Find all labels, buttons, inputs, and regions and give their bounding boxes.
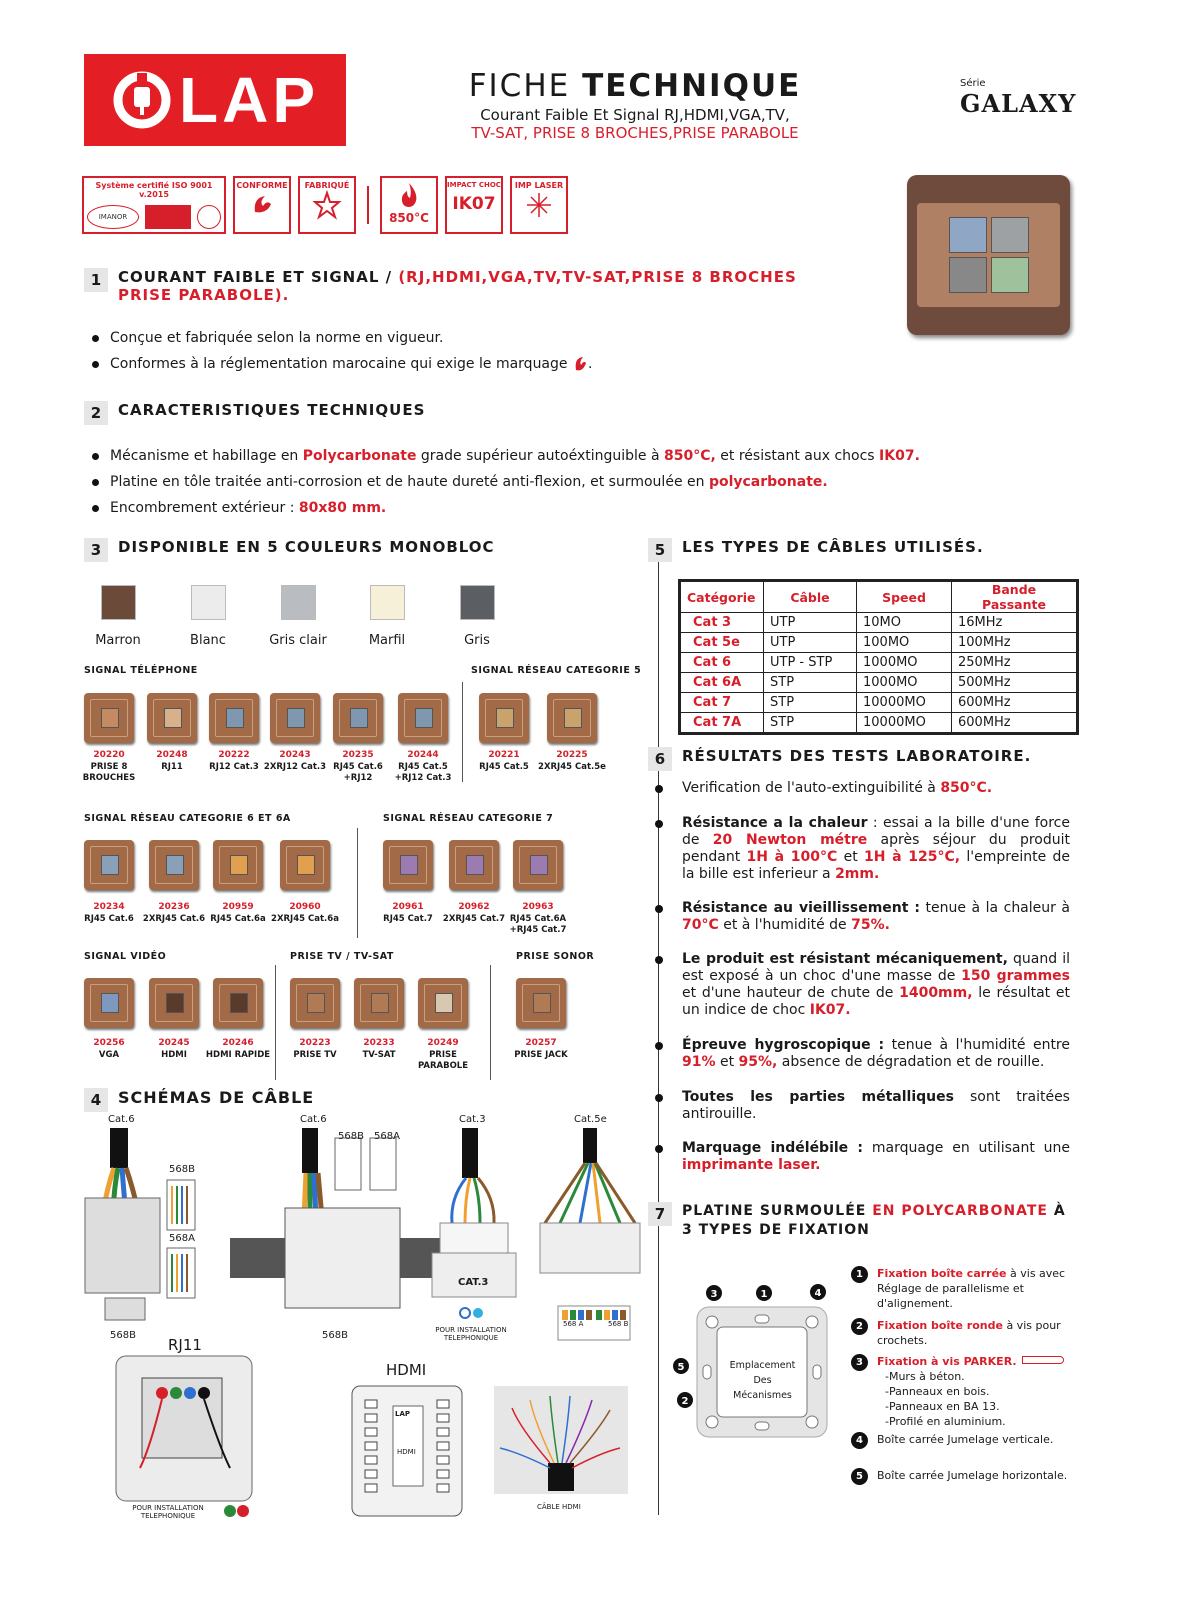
- fixation-item: Boîte carrée Jumelage verticale.: [877, 1433, 1054, 1446]
- standard-label: 568B: [110, 1330, 136, 1341]
- product-code: 20222: [218, 750, 250, 760]
- section-number: 4: [84, 1088, 108, 1112]
- socket-icon: [307, 993, 325, 1013]
- standard-label: 568B: [338, 1131, 364, 1142]
- group-divider: [462, 682, 463, 782]
- parker-surface: -Panneaux en BA 13.: [885, 1400, 1000, 1413]
- standard-label: 568A: [374, 1131, 400, 1142]
- product-code: 20245: [158, 1038, 190, 1048]
- bullet-dot: [655, 956, 663, 964]
- group-label-video: SIGNAL VIDÉO: [84, 951, 167, 962]
- product-row3-5: [418, 978, 468, 1028]
- fixation-number: 2: [851, 1318, 868, 1335]
- section-4-heading: [84, 1088, 314, 1112]
- hdmi-cable-diagram: [494, 1386, 628, 1494]
- serie-brand: [960, 78, 1076, 118]
- table-row: [681, 653, 1077, 673]
- product-row1-3: [270, 693, 320, 743]
- table-cell: Cat 6A: [681, 673, 764, 693]
- table-cell: STP: [764, 673, 857, 693]
- cert-seal-icon: [197, 205, 221, 229]
- product-code: 20960: [289, 902, 321, 912]
- cable-types-table: [678, 579, 1079, 735]
- socket-icon: [564, 708, 582, 728]
- product-code: 20962: [458, 902, 490, 912]
- title-light: FICHE: [468, 68, 571, 104]
- product-row3-6: [516, 978, 566, 1028]
- socket-icon: [166, 855, 184, 875]
- table-cell: 100MO: [857, 633, 952, 653]
- fixation-number: 1: [851, 1266, 868, 1283]
- product-name: VGA: [98, 1050, 120, 1060]
- laser-label: IMP LASER: [514, 181, 564, 190]
- section-6-heading: [648, 747, 1031, 771]
- table-cell: 10000MO: [857, 713, 952, 733]
- serie-label: Série: [960, 78, 986, 89]
- product-row2-1: [149, 840, 199, 890]
- product-row1-4: [333, 693, 383, 743]
- socket-icon: [466, 855, 484, 875]
- fixation-number: 3: [851, 1354, 868, 1371]
- group-divider: [275, 965, 276, 1080]
- product-code: 20235: [342, 750, 374, 760]
- bullet-dot: [655, 785, 663, 793]
- bullet-item: Conçue et fabriquée selon la norme en vigueur.: [86, 325, 686, 351]
- bullet-dot: [655, 820, 663, 828]
- section-title: DISPONIBLE EN 5 COULEURS MONOBLOC: [118, 538, 495, 556]
- cable-schematics-diagram: [80, 1128, 650, 1528]
- product-name: RJ45 Cat.6 +RJ12: [333, 762, 383, 783]
- product-name: RJ45 Cat.5: [479, 762, 529, 772]
- cat3-box-label: CAT.3: [458, 1277, 489, 1288]
- section-3-heading: [84, 538, 495, 562]
- section-1-bullets: [86, 325, 686, 377]
- table-row: [681, 633, 1077, 653]
- conformity-mark-icon: [572, 354, 588, 374]
- product-code: 20233: [363, 1038, 395, 1048]
- fixation-item: Fixation à vis PARKER. -Murs à béton. -Panneaux en bois. -Panneaux en BA 13. -Profilé en aluminium.: [877, 1354, 1072, 1429]
- result-item: Marquage indélébile : marquage en utilisant une imprimante laser.: [682, 1140, 1070, 1173]
- install-label-2: POUR INSTALLATION TELEPHONIQUE: [132, 1504, 204, 1520]
- fixation-number: 4: [851, 1432, 868, 1449]
- table-cell: 100MHz: [952, 633, 1077, 653]
- table-row: [681, 693, 1077, 713]
- table-header: Speed: [857, 582, 952, 613]
- flame-icon: [396, 181, 422, 209]
- socket-icon: [400, 855, 418, 875]
- table-cell: 600MHz: [952, 713, 1077, 733]
- group-label-sonor: PRISE SONOR: [516, 951, 595, 962]
- product-code: 20963: [522, 902, 554, 912]
- install-label: POUR INSTALLATION TELEPHONIQUE: [435, 1326, 507, 1342]
- product-name: 2XRJ45 Cat.6: [142, 914, 206, 924]
- conforme-label: CONFORME: [236, 181, 288, 190]
- product-name: TV-SAT: [362, 1050, 396, 1060]
- color-swatch-label: Blanc: [190, 633, 226, 648]
- bullet-dot: [655, 1042, 663, 1050]
- product-name: PRISE TV: [293, 1050, 337, 1060]
- brand-logo: [84, 54, 346, 146]
- hdmi-cable-label: CÂBLE HDMI: [537, 1503, 581, 1511]
- color-swatch-label: Gris clair: [269, 633, 327, 648]
- table-cell: UTP: [764, 633, 857, 653]
- product-row3-2: [213, 978, 263, 1028]
- table-cell: 10000MO: [857, 693, 952, 713]
- product-name: RJ11: [161, 762, 183, 772]
- section-title: CARACTERISTIQUES TECHNIQUES: [118, 401, 426, 419]
- laser-icon: [524, 190, 554, 220]
- socket-icon: [226, 708, 244, 728]
- socket-icon: [530, 855, 548, 875]
- group-label-cat5: SIGNAL RÉSEAU CATEGORIE 5: [471, 665, 642, 676]
- product-code: 20220: [93, 750, 125, 760]
- cat6-keystone-diagram: [85, 1128, 195, 1320]
- product-code: 20959: [222, 902, 254, 912]
- fabrique-label: FABRIQUÉ: [304, 181, 350, 190]
- product-name: RJ45 Cat.7: [383, 914, 433, 924]
- product-code: 20236: [158, 902, 190, 912]
- title-bold: TECHNIQUE: [582, 68, 802, 104]
- result-item: Résistance au vieillissement : tenue à la chaleur à 70°C et à l'humidité de 75%.: [682, 900, 1070, 933]
- bullet-dot: [655, 1145, 663, 1153]
- badge-divider: [367, 186, 369, 224]
- svg-text:2: 2: [681, 1396, 689, 1407]
- table-cell: 600MHz: [952, 693, 1077, 713]
- fixation-item: Fixation boîte ronde à vis pour crochets.: [877, 1319, 1061, 1347]
- section-title: SCHÉMAS DE CÂBLE: [118, 1088, 315, 1107]
- hdmi-box-label: HDMI: [397, 1448, 416, 1456]
- result-item: Verification de l'auto-extinguibilité à 850°C.: [682, 780, 993, 796]
- bullet-item: Encombrement extérieur : 80x80 mm.: [86, 495, 1076, 521]
- product-name: HDMI: [161, 1050, 187, 1060]
- section-number: 1: [84, 268, 108, 292]
- result-item: Toutes les parties métalliques sont traitées antirouille.: [682, 1089, 1070, 1122]
- hdmi-logo-label: LAP: [395, 1410, 411, 1418]
- product-row3-4: [354, 978, 404, 1028]
- section-number: 3: [84, 538, 108, 562]
- table-cell: 10MO: [857, 613, 952, 633]
- socket-icon: [164, 708, 182, 728]
- temperature-badge: [380, 176, 438, 234]
- fixation-number: 5: [851, 1468, 868, 1485]
- product-row1-2: [209, 693, 259, 743]
- table-row: [681, 673, 1077, 693]
- table-cell: Cat 7A: [681, 713, 764, 733]
- section-2-heading: [84, 401, 425, 425]
- cable-label: Cat.5e: [574, 1114, 607, 1125]
- iso-label: Système certifié ISO 9001 v.2015: [95, 181, 213, 199]
- section-number: 2: [84, 401, 108, 425]
- product-code: 20223: [299, 1038, 331, 1048]
- product-code: 20961: [392, 902, 424, 912]
- mechanism-area-label: Emplacement Des Mécanismes: [729, 1360, 796, 1401]
- product-photo: [907, 175, 1070, 335]
- rj11-label: RJ11: [168, 1336, 202, 1354]
- product-row2-6: [513, 840, 563, 890]
- impact-value: IK07: [452, 194, 496, 214]
- socket-icon: [297, 855, 315, 875]
- table-cell: STP: [764, 713, 857, 733]
- product-name: RJ45 Cat.6: [84, 914, 134, 924]
- table-header: Catégorie: [681, 582, 764, 613]
- section-1-heading: [84, 268, 824, 304]
- product-code: 20221: [488, 750, 520, 760]
- section-number: 6: [648, 747, 672, 771]
- impact-badge: [445, 176, 503, 234]
- color-swatch-1: [191, 585, 226, 620]
- result-item: Le produit est résistant mécaniquement, quand il est exposé à un choc d'une masse de 150 grammes et d'une hauteur de chute de 1400mm, le résultat et un indice de choc IK07.: [682, 951, 1071, 1018]
- table-cell: STP: [764, 693, 857, 713]
- product-name: PRISE JACK: [514, 1050, 568, 1060]
- product-row1-1: [147, 693, 197, 743]
- section-7-heading: 7 PLATINE SURMOULÉE EN POLYCARBONATE À 3 TYPES DE FIXATION: [648, 1202, 1078, 1240]
- table-cell: 500MHz: [952, 673, 1077, 693]
- product-name: 2XRJ12 Cat.3: [263, 762, 327, 772]
- subtitle-line1: Courant Faible Et Signal RJ,HDMI,VGA,TV,: [480, 106, 790, 124]
- parker-surface: -Murs à béton.: [885, 1370, 965, 1383]
- socket-icon: [533, 993, 551, 1013]
- product-row2-2: [213, 840, 263, 890]
- product-row3-1: [149, 978, 199, 1028]
- product-row3-0: [84, 978, 134, 1028]
- standard-label: 568A: [169, 1233, 195, 1244]
- product-name: 2XRJ45 Cat.5e: [538, 762, 606, 772]
- standard-label: 568B: [322, 1330, 348, 1341]
- temperature-value: 850°C: [389, 211, 429, 225]
- table-row: [681, 613, 1077, 633]
- iso-badge: [82, 176, 226, 234]
- box-568b-label: 568 B: [608, 1320, 629, 1328]
- conformity-mark-icon: [247, 190, 277, 220]
- product-name: PRISE PARABOLE: [417, 1050, 469, 1071]
- section-number: 5: [648, 538, 672, 562]
- svg-text:3: 3: [710, 1289, 718, 1300]
- group-label-cat6: SIGNAL RÉSEAU CATEGORIE 6 ET 6A: [84, 813, 291, 824]
- logo-text: LAP: [179, 64, 319, 136]
- cat3-diagram: [432, 1128, 516, 1318]
- socket-icon: [101, 855, 119, 875]
- document-title: [455, 68, 815, 142]
- socket-icon: [230, 855, 248, 875]
- hdmi-label: HDMI: [386, 1361, 427, 1379]
- socket-icon: [230, 993, 248, 1013]
- bullet-item: Conformes à la réglementation marocaine qui exige le marquage .: [86, 351, 686, 377]
- table-cell: Cat 5e: [681, 633, 764, 653]
- socket-icon: [101, 993, 119, 1013]
- product-name: RJ45 Cat.6a: [210, 914, 266, 924]
- section-number: 7: [648, 1202, 672, 1226]
- table-cell: 1000MO: [857, 673, 952, 693]
- rj11-plate-diagram: [116, 1356, 252, 1517]
- product-row2-3: [280, 840, 330, 890]
- product-row1-7: [547, 693, 597, 743]
- table-cell: 16MHz: [952, 613, 1077, 633]
- product-code: 20243: [279, 750, 311, 760]
- product-code: 20244: [407, 750, 439, 760]
- color-swatch-4: [460, 585, 495, 620]
- product-code: 20257: [525, 1038, 557, 1048]
- product-row1-5: [398, 693, 448, 743]
- bullet-item: Platine en tôle traitée anti-corrosion et de haute dureté anti-flexion, et surmoulée en polycarbonate.: [86, 469, 1076, 495]
- svg-text:5: 5: [677, 1362, 685, 1373]
- result-item: Épreuve hygroscopique : tenue à l'humidité entre 91% et 95%, absence de dégradation et de rouille.: [682, 1037, 1070, 1070]
- bullet-dot: [655, 905, 663, 913]
- cat5e-diagram: [540, 1128, 640, 1340]
- product-name: HDMI RAPIDE: [205, 1050, 271, 1060]
- bullet-item: Mécanisme et habillage en Polycarbonate grade supérieur autoéxtinguible à 850°C, et résistant aux chocs IK07.: [86, 443, 1076, 469]
- section-title: RÉSULTATS DES TESTS LABORATOIRE.: [682, 747, 1032, 765]
- column-divider: [658, 540, 659, 1515]
- cat6-coupler-diagram: [230, 1128, 455, 1308]
- product-code: 20256: [93, 1038, 125, 1048]
- product-row2-4: [383, 840, 433, 890]
- table-row: [681, 713, 1077, 733]
- color-swatch-label: Marron: [95, 633, 141, 648]
- product-code: 20225: [556, 750, 588, 760]
- socket-icon: [287, 708, 305, 728]
- product-name: PRISE 8 BROUCHES: [82, 762, 136, 783]
- section-title-red: (RJ,HDMI,VGA,TV,TV-SAT,PRISE 8 BROCHES PRISE PARABOLE).: [118, 268, 797, 304]
- product-row1-6: [479, 693, 529, 743]
- svg-text:1: 1: [760, 1289, 768, 1300]
- color-swatch-2: [281, 585, 316, 620]
- product-row1-0: [84, 693, 134, 743]
- section-title: LES TYPES DE CÂBLES UTILISÉS.: [682, 538, 984, 556]
- table-cell: Cat 6: [681, 653, 764, 673]
- table-cell: UTP - STP: [764, 653, 857, 673]
- table-cell: 250MHz: [952, 653, 1077, 673]
- parker-surface: -Profilé en aluminium.: [885, 1415, 1006, 1428]
- screw-icon: [1022, 1356, 1064, 1364]
- certification-mark-icon: [145, 205, 191, 229]
- table-header: Bande Passante: [952, 582, 1077, 613]
- table-header: Câble: [764, 582, 857, 613]
- product-name: 2XRJ45 Cat.6a: [271, 914, 339, 924]
- table-cell: Cat 3: [681, 613, 764, 633]
- socket-icon: [415, 708, 433, 728]
- cable-label: Cat.6: [300, 1114, 327, 1125]
- color-swatch-3: [370, 585, 405, 620]
- fixation-item: Fixation boîte carrée à vis avec Réglage de parallelisme et d'alignement.: [877, 1267, 1066, 1310]
- product-name: RJ45 Cat.6A +RJ45 Cat.7: [509, 914, 567, 935]
- result-item: Résistance a la chaleur : essai a la bille d'une force de 20 Newton métre après séjour du produit pendant 1H à 100°C et 1H à 125°C, l'empreinte de la bille est inferieur a 2mm.: [682, 815, 1070, 882]
- section-title: COURANT FAIBLE ET SIGNAL /: [118, 268, 399, 286]
- product-name: RJ45 Cat.5 +RJ12 Cat.3: [394, 762, 452, 783]
- product-code: 20246: [222, 1038, 254, 1048]
- plug-icon: [111, 69, 173, 131]
- subtitle-line2: TV-SAT, PRISE 8 BROCHES,PRISE PARABOLE: [471, 124, 799, 142]
- table-cell: 1000MO: [857, 653, 952, 673]
- serie-name: GALAXY: [960, 89, 1077, 118]
- product-code: 20249: [427, 1038, 459, 1048]
- socket-icon: [371, 993, 389, 1013]
- table-cell: Cat 7: [681, 693, 764, 713]
- product-row2-5: [449, 840, 499, 890]
- socket-icon: [350, 708, 368, 728]
- color-swatch-label: Gris: [464, 633, 490, 648]
- section-5-heading: [648, 538, 984, 562]
- parker-surface: -Panneaux en bois.: [885, 1385, 990, 1398]
- box-568a-label: 568 A: [563, 1320, 584, 1328]
- cable-label: Cat.3: [459, 1114, 486, 1125]
- socket-icon: [496, 708, 514, 728]
- standard-label: 568B: [169, 1164, 195, 1175]
- socket-icon: [435, 993, 453, 1013]
- table-cell: UTP: [764, 613, 857, 633]
- group-label-tv: PRISE TV / TV-SAT: [290, 951, 394, 962]
- group-label-telephone: SIGNAL TÉLÉPHONE: [84, 665, 198, 676]
- product-name: RJ12 Cat.3: [209, 762, 259, 772]
- group-divider: [357, 828, 358, 938]
- cable-label: Cat.6: [108, 1114, 135, 1125]
- product-name: 2XRJ45 Cat.7: [442, 914, 506, 924]
- socket-icon: [101, 708, 119, 728]
- product-row2-0: [84, 840, 134, 890]
- group-label-cat7: SIGNAL RÉSEAU CATEGORIE 7: [383, 813, 554, 824]
- star-icon: [312, 190, 342, 220]
- color-swatch-label: Marfil: [368, 633, 406, 648]
- imanor-seal: IMANOR: [87, 205, 139, 229]
- product-code: 20248: [156, 750, 188, 760]
- laser-badge: [510, 176, 568, 234]
- group-divider: [490, 965, 491, 1080]
- color-swatch-0: [101, 585, 136, 620]
- fixation-item: Boîte carrée Jumelage horizontale.: [877, 1469, 1068, 1482]
- bullet-dot: [655, 1094, 663, 1102]
- svg-text:4: 4: [814, 1288, 822, 1299]
- fabrique-badge: [298, 176, 356, 234]
- product-row3-3: [290, 978, 340, 1028]
- impact-label: IMPACT CHOC: [447, 181, 501, 189]
- product-code: 20234: [93, 902, 125, 912]
- conforme-badge: [233, 176, 291, 234]
- section-2-bullets: [86, 443, 1076, 521]
- socket-icon: [166, 993, 184, 1013]
